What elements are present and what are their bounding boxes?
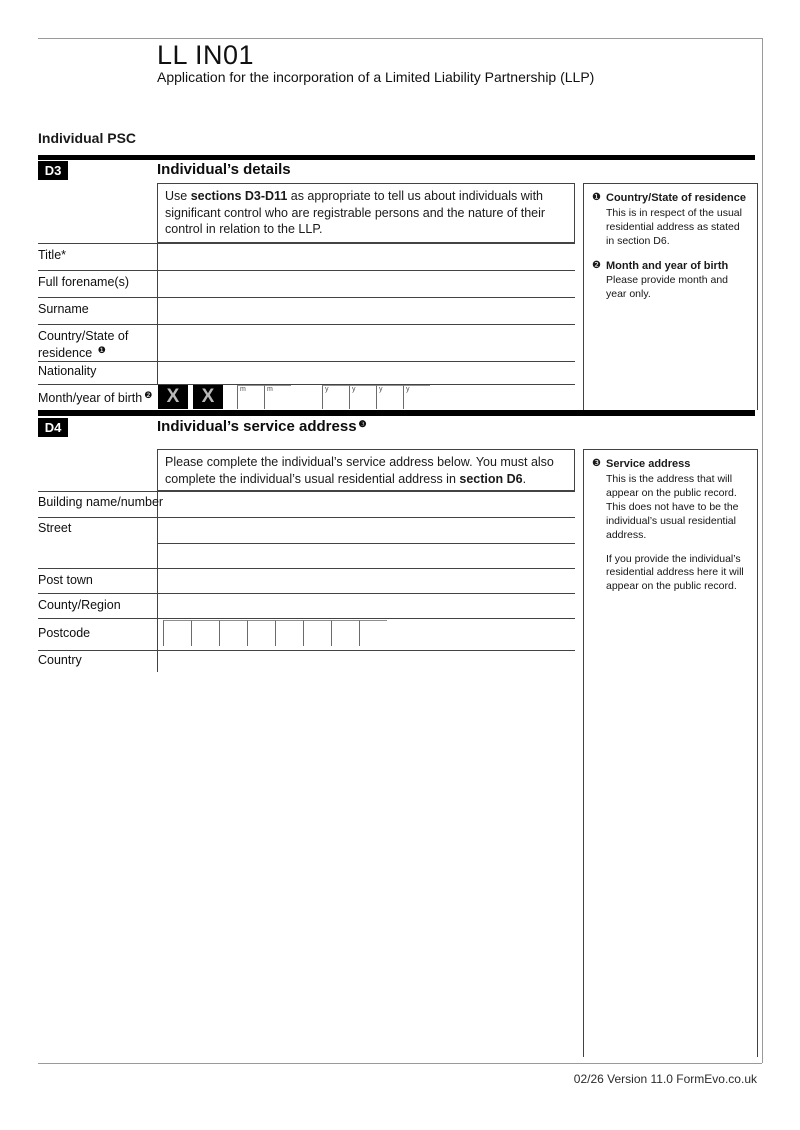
surname-label: Surname xyxy=(38,302,89,316)
year-cell[interactable] xyxy=(322,385,349,409)
year-hint: y xyxy=(352,386,356,393)
d4-intro-post: . xyxy=(522,471,527,486)
nationality-label: Nationality xyxy=(38,364,97,378)
group-title: Individual PSC xyxy=(38,130,137,146)
year-hint: y xyxy=(406,386,410,393)
title-label: Title* xyxy=(38,248,67,262)
d3-intro-box xyxy=(157,183,575,243)
note-residence-title: Country/State of residence xyxy=(606,192,746,204)
footer-version-text: 02/26 Version 11.0 FormEvo.co.uk xyxy=(573,1072,757,1086)
county-label: County/Region xyxy=(38,598,121,612)
note-service-address-body2: If you provide the individual’s residential address here it will appear on the public record. xyxy=(606,552,744,593)
residence-field[interactable] xyxy=(158,325,574,360)
note-service-address-title: Service address xyxy=(606,458,691,470)
postcode-cell[interactable] xyxy=(275,620,303,646)
section-d4-bar xyxy=(38,410,755,416)
circled-3-marker: ❸ xyxy=(358,419,367,429)
residence-label xyxy=(38,329,156,361)
section-d4-heading-text: Individual’s service address xyxy=(157,418,357,435)
circled-2-marker: ❷ xyxy=(144,390,153,400)
form-title: Application for the incorporation of a Limited Liability Partnership (LLP) xyxy=(157,69,595,85)
section-d3-bar xyxy=(38,155,755,160)
d3-notes-box xyxy=(583,183,758,410)
d4-notes-box xyxy=(583,449,758,1057)
postcode-cell[interactable] xyxy=(331,620,359,646)
residence-label-line1: Country/State of xyxy=(38,329,129,343)
street-label: Street xyxy=(38,521,72,535)
d3-intro-bold: sections D3-D11 xyxy=(190,189,288,203)
postcode-cell[interactable] xyxy=(163,620,191,646)
d4-intro-pre: Please complete the individual’s service address below. You must also complete the individual’s usual residential address in xyxy=(165,455,554,486)
postcode-cell[interactable] xyxy=(191,620,219,646)
d4-rule-5 xyxy=(38,618,575,619)
nationality-field[interactable] xyxy=(158,362,574,383)
year-cell[interactable] xyxy=(376,385,403,409)
residence-label-line2: residence xyxy=(38,345,93,360)
month-hint: m xyxy=(267,386,273,393)
section-d3-badge: D3 xyxy=(38,161,68,180)
building-field[interactable] xyxy=(158,492,574,516)
street-field-line1[interactable] xyxy=(158,518,574,542)
circled-1-marker: ❶ xyxy=(97,344,106,355)
postcode-cell[interactable] xyxy=(219,620,247,646)
circled-3-icon: ❸ xyxy=(592,458,601,469)
section-d4-badge: D4 xyxy=(38,418,68,437)
country-field[interactable] xyxy=(158,651,574,672)
country-label: Country xyxy=(38,653,82,667)
postcode-cell[interactable] xyxy=(247,620,275,646)
form-code: LL IN01 xyxy=(157,40,255,70)
note-service-address xyxy=(592,458,749,594)
title-field[interactable] xyxy=(158,244,574,269)
page-bottom-rule xyxy=(38,1063,762,1064)
section-d3-heading xyxy=(157,161,291,178)
d3-rule-6 xyxy=(38,384,575,385)
year-hint: y xyxy=(379,386,383,393)
page-right-rule xyxy=(762,38,763,1063)
post-town-field[interactable] xyxy=(158,569,574,592)
postcode-cell[interactable] xyxy=(303,620,331,646)
post-town-label: Post town xyxy=(38,573,93,587)
d4-intro-bold: section D6 xyxy=(459,471,523,486)
building-label: Building name/number xyxy=(38,495,164,509)
postcode-cell[interactable] xyxy=(359,620,387,646)
birth-label xyxy=(38,390,152,407)
d4-intro-box xyxy=(157,449,575,491)
year-cell[interactable] xyxy=(349,385,376,409)
forename-field[interactable] xyxy=(158,271,574,296)
forename-label: Full forename(s) xyxy=(38,275,129,289)
month-hint: m xyxy=(240,386,246,393)
d3-intro-pre: Use xyxy=(165,189,191,203)
note-residence-body: This is in respect of the usual residential address as stated in section D6. xyxy=(606,206,742,247)
note-service-address-body1: This is the address that will appear on the public record. This does not have to be the individual’s usual residential address. xyxy=(606,472,739,541)
note-birth xyxy=(592,260,749,303)
year-cell[interactable] xyxy=(403,385,430,409)
month-cell[interactable] xyxy=(237,385,264,409)
section-d3-heading-text: Individual’s details xyxy=(157,161,291,178)
birth-label-text: Month/year of birth xyxy=(38,391,143,405)
note-residence xyxy=(592,192,749,249)
circled-1-icon: ❶ xyxy=(592,192,601,203)
d3-intro-post: as appropriate to tell us about individuals with significant control who are registrable persons and the nature of their control in relation to the LLP. xyxy=(165,189,546,236)
year-hint: y xyxy=(325,386,329,393)
section-d4-heading xyxy=(157,418,367,435)
circled-2-icon: ❷ xyxy=(592,259,601,271)
street-field-line2[interactable] xyxy=(158,544,574,567)
postcode-label: Postcode xyxy=(38,626,91,640)
birth-redacted-box-2: X xyxy=(193,385,223,409)
birth-redacted-box-1: X xyxy=(158,385,188,409)
county-field[interactable] xyxy=(158,594,574,617)
month-cell[interactable] xyxy=(264,385,291,409)
note-birth-title: Month and year of birth xyxy=(606,259,729,272)
note-birth-body: Please provide month and year only. xyxy=(606,274,728,301)
surname-field[interactable] xyxy=(158,298,574,323)
page-top-rule xyxy=(38,38,762,39)
